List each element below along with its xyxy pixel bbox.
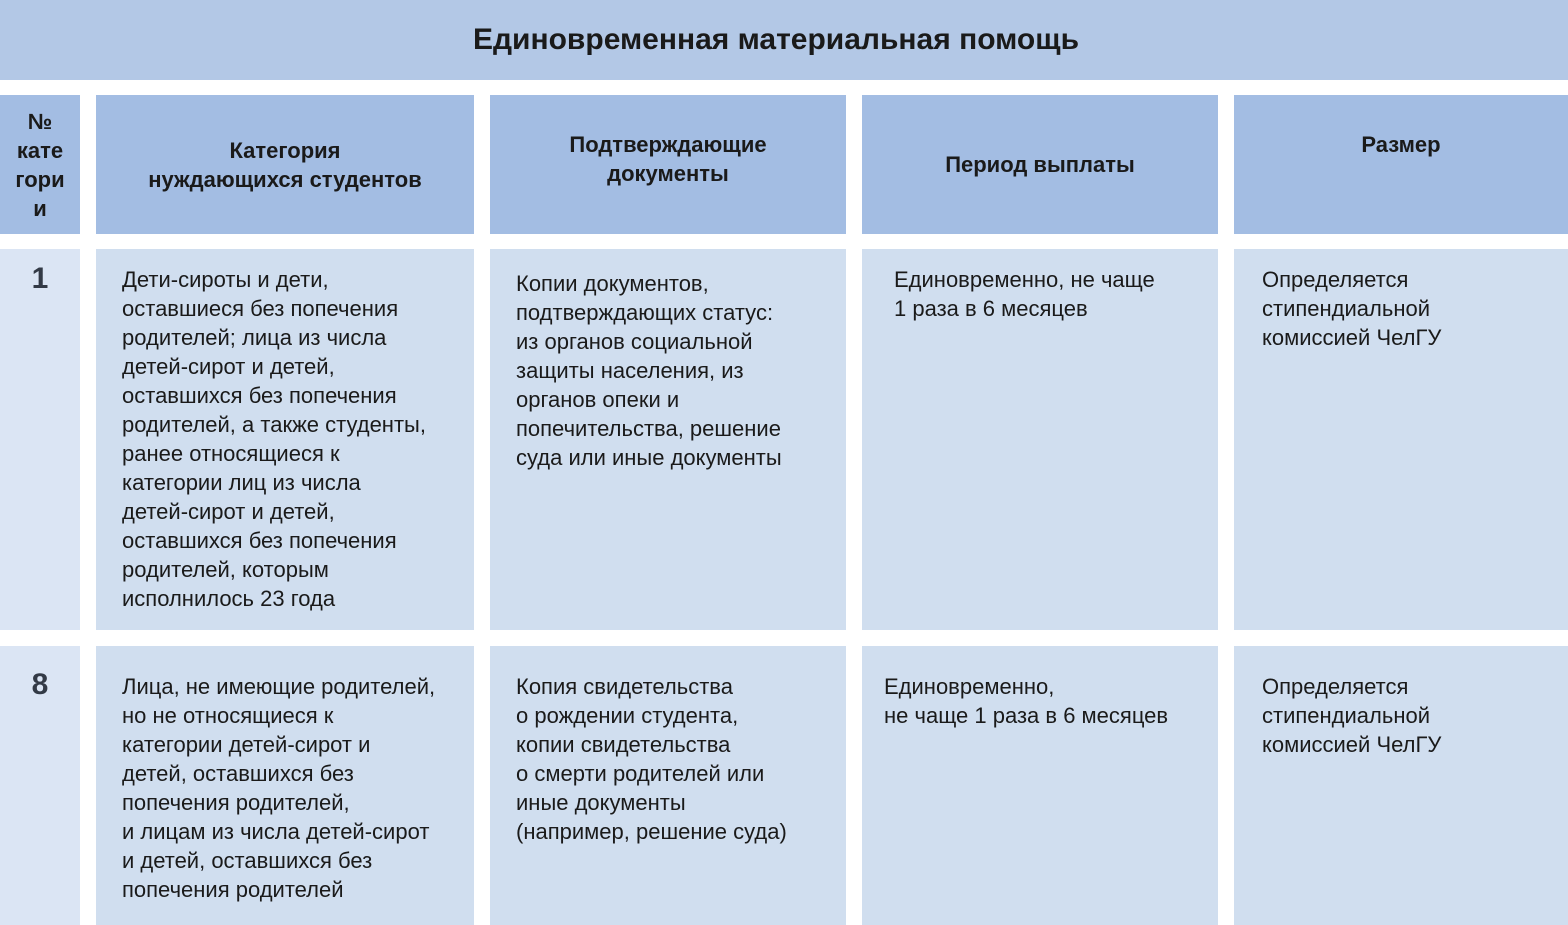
row-8-size: Определяется стипендиальной комиссией ЧелГУ xyxy=(1262,674,1442,757)
table-row-1-category-cell xyxy=(96,249,474,630)
table-row-8-size-cell xyxy=(1234,646,1568,925)
row-1-category: Дети-сироты и дети, оставшиеся без попечения родителей; лица из числа детей-сирот и детей, оставшихся без попечения родителей, а также студенты, ранее относящиеся к категории лиц из числа детей-сирот и детей, оставшихся без попечения родителей, которым исполнилось 23 года xyxy=(122,267,426,611)
row-8-documents: Копия свидетельства о рождении студента, копии свидетельства о смерти родителей или иные документы (например, решение суда) xyxy=(516,674,787,844)
row-1-size: Определяется стипендиальной комиссией ЧелГУ xyxy=(1262,267,1442,350)
table-row-8-category-cell xyxy=(96,646,474,925)
header-period xyxy=(862,95,1218,234)
table-row-8-period-cell xyxy=(862,646,1218,925)
header-size-label: Размер xyxy=(1361,132,1441,157)
header-documents-label: Подтверждающие документы xyxy=(569,132,767,186)
row-1-number: 1 xyxy=(31,262,49,295)
table-row-1-num-cell xyxy=(0,249,80,630)
table-row-8-documents-cell xyxy=(490,646,846,925)
table-row-1-documents-cell xyxy=(490,249,846,630)
row-1-documents: Копии документов, подтверждающих статус: из органов социальной защиты населения, из органов опеки и попечительства, решение суда или иные документы xyxy=(516,271,782,470)
row-1-period: Единовременно, не чаще 1 раза в 6 месяцев xyxy=(894,267,1155,321)
header-num xyxy=(0,95,80,234)
table-row-1-period-cell xyxy=(862,249,1218,630)
header-category xyxy=(96,95,474,234)
row-8-category: Лица, не имеющие родителей, но не относящиеся к категории детей-сирот и детей, оставшихся без попечения родителей, и лицам из числа детей-сирот и детей, оставшихся без попечения родителей xyxy=(122,674,436,902)
page-title: Единовременная материальная помощь xyxy=(472,23,1080,56)
header-documents xyxy=(490,95,846,234)
table-row-8-num-cell xyxy=(0,646,80,925)
header-category-label: Категория нуждающихся студентов xyxy=(148,137,422,192)
header-num-label: № кате гори и xyxy=(15,108,65,221)
header-size xyxy=(1234,95,1568,234)
row-8-period: Единовременно, не чаще 1 раза в 6 месяцев xyxy=(884,674,1169,728)
row-8-number: 8 xyxy=(31,668,49,701)
header-period-label: Период выплаты xyxy=(945,152,1135,177)
table-row-1-size-cell xyxy=(1234,249,1568,630)
title-bar xyxy=(0,0,1568,80)
